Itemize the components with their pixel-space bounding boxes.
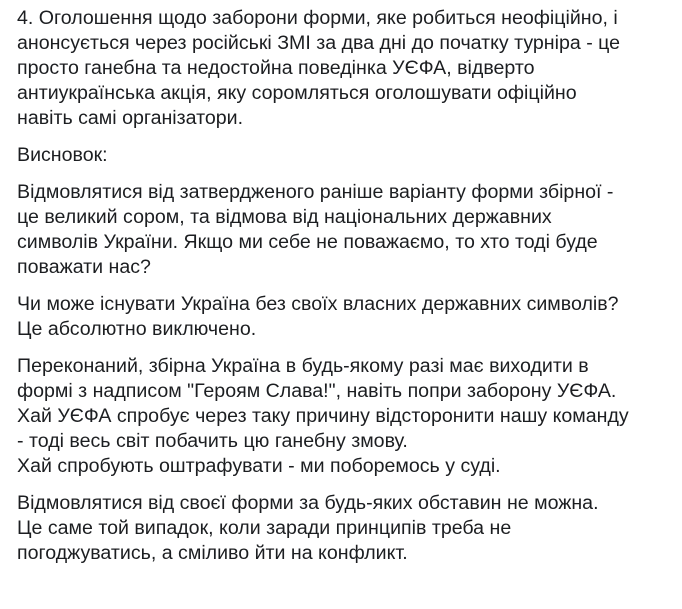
- post-paragraph-conclusion-heading: [17, 143, 679, 168]
- post-text-line: 4. Оголошення щодо заборони форми, яке робиться неофіційно, і: [17, 7, 618, 29]
- post-text-line: поважати нас?: [17, 256, 151, 278]
- post-paragraph-conviction: [17, 354, 679, 479]
- post-text-line: Переконаний, збірна Україна в будь-якому разі має виходити в: [17, 355, 589, 377]
- post-text-line: Висновок:: [17, 144, 108, 166]
- post-text-line: погоджуватись, а сміливо йти на конфликт.: [17, 542, 408, 564]
- post-text-line: Відмовлятися від своєї форми за будь-яких обставин не можна.: [17, 492, 599, 514]
- post-text-line: Чи може існувати Україна без своїх власних державних символів?: [17, 293, 619, 315]
- post-text-line: Хай спробують оштрафувати - ми поборемось у суді.: [17, 455, 501, 477]
- post-text-line: анонсується через російські ЗМІ за два дні до початку турніра - це: [17, 32, 621, 54]
- post-text-line: Це абсолютно виключено.: [17, 318, 257, 340]
- post-text-line: формі з надписом "Героям Слава!", навіть попри заборону УЄФА.: [17, 380, 617, 402]
- post-text-line: - тоді весь світ побачить цю ганебну змову.: [17, 430, 408, 452]
- post-paragraph-refusal: [17, 180, 679, 280]
- post-text-line: антиукраїнська акція, яку соромляться оголошувати офіційно: [17, 82, 577, 104]
- post-text-line: Це саме той випадок, коли заради принципів треба не: [17, 517, 512, 539]
- post-text-line: Відмовлятися від затвердженого раніше варіанту форми збірної -: [17, 181, 614, 203]
- post-text-line: навіть самі організатори.: [17, 107, 244, 129]
- post-text-line: Хай УЄФА спробує через таку причину відсторонити нашу команду: [17, 405, 629, 427]
- post-text-body: [17, 6, 679, 578]
- post-paragraph-symbols: [17, 292, 679, 342]
- post-text-line: символів України. Якщо ми себе не поважаємо, то хто тоді буде: [17, 231, 598, 253]
- post-paragraph-final: [17, 491, 679, 566]
- post-text-line: це великий сором, та відмова від національних державних: [17, 206, 552, 228]
- post-text-line: просто ганебна та недостойна поведінка УЄФА, відверто: [17, 57, 535, 79]
- post-paragraph-statement-4: [17, 6, 679, 131]
